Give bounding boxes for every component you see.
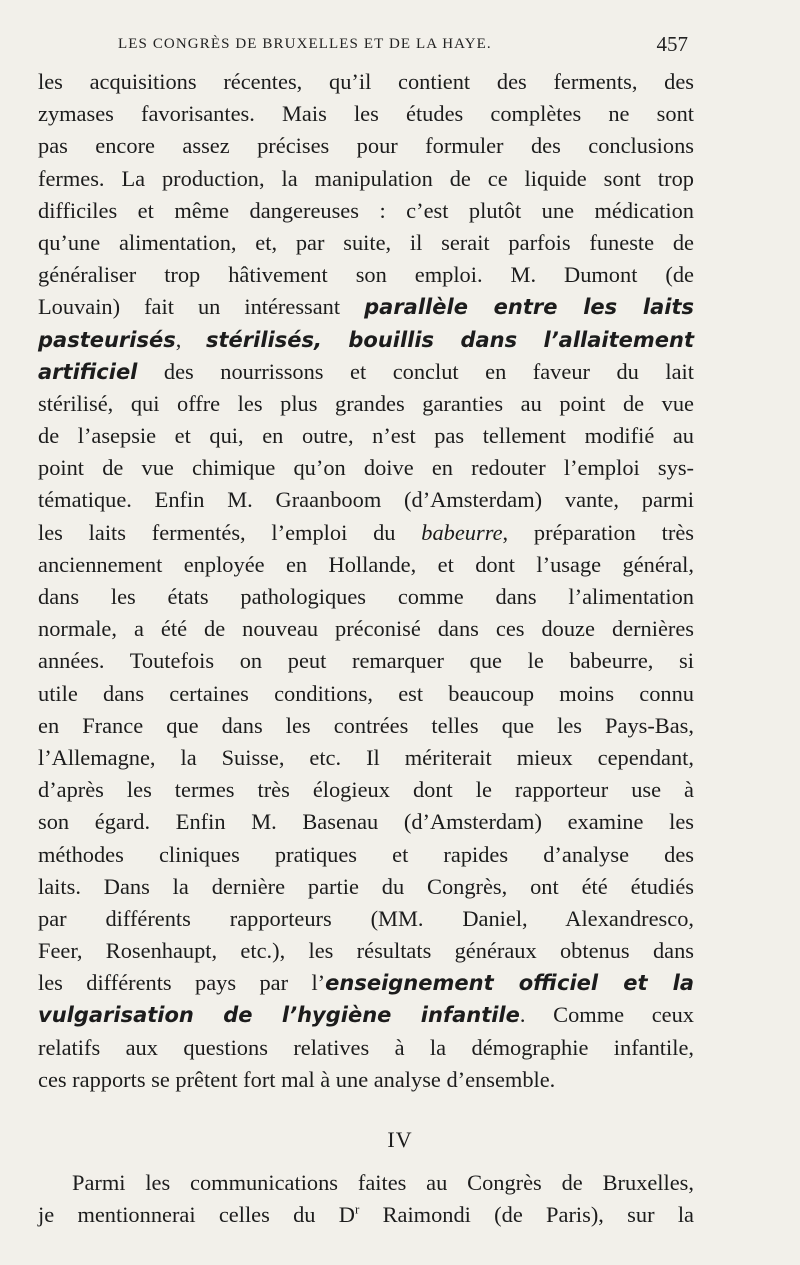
text-line — [38, 356, 694, 388]
running-head — [118, 32, 688, 60]
page-number: 457 — [656, 32, 688, 56]
text-line — [38, 1064, 694, 1096]
paragraph-new — [38, 1167, 694, 1231]
text-run: point de vue chimique qu’on doive en redouter l’emploi sys- — [38, 455, 694, 481]
text-run: son égard. Enfin M. Basenau (d’Amsterdam) examine les — [38, 809, 694, 835]
text-line — [38, 999, 694, 1031]
text-run: anciennement enployée en Hollande, et dont l’usage général, — [38, 551, 694, 577]
text-run: méthodes cliniques pratiques et rapides d’analyse des — [38, 841, 694, 867]
text-run: laits. Dans la dernière partie du Congrès, ont été étudiés — [38, 873, 694, 899]
text-run: r — [354, 1201, 360, 1217]
text-line — [38, 613, 694, 645]
emphasis-text: artificiel — [38, 359, 138, 384]
paragraph-continued — [38, 66, 694, 1096]
text-run: en France que dans les contrées telles que les Pays-Bas, — [38, 712, 694, 738]
text-run: ces rapports se prêtent fort mal à une analyse d’ensemble. — [38, 1066, 556, 1092]
emphasis-text: vulgarisation de l’hygiène infantile — [38, 1003, 520, 1028]
text-line — [38, 452, 694, 484]
text-run: tématique. Enfin M. Graanboom (d’Amsterdam) vante, parmi — [38, 487, 694, 513]
text-line — [38, 195, 694, 227]
text-line — [38, 935, 694, 967]
text-line — [38, 484, 694, 516]
text-line — [38, 420, 694, 452]
text-line — [38, 581, 694, 613]
text-line — [38, 903, 694, 935]
text-run: de l’asepsie et qui, en outre, n’est pas tellement modifié au — [38, 423, 694, 449]
text-run: par différents rapporteurs (MM. Daniel, Alexandresco, — [38, 905, 694, 931]
running-title: LES CONGRÈS DE BRUXELLES ET DE LA HAYE. — [118, 36, 492, 52]
emphasis-text: pasteurisés — [38, 327, 176, 352]
text-run: utile dans certaines conditions, est beaucoup moins connu — [38, 680, 694, 706]
text-line — [38, 259, 694, 291]
text-line — [38, 645, 694, 677]
text-line — [38, 227, 694, 259]
text-run: Raimondi (de Paris), sur la — [359, 1202, 694, 1228]
emphasis-text: stérilisés, bouillis dans l’allaitement — [206, 327, 694, 352]
text-line — [38, 130, 694, 162]
text-run: stérilisé, qui offre les plus grandes garanties au point de vue — [38, 390, 694, 416]
text-line — [38, 324, 694, 356]
text-run: Feer, Rosenhaupt, etc.), les résultats généraux obtenus dans — [38, 938, 694, 964]
text-line — [38, 1199, 694, 1231]
text-run: , — [175, 326, 207, 352]
section-heading: IV — [387, 1127, 413, 1152]
text-run: fermes. La production, la manipulation de ce liquide sont trop — [38, 165, 694, 191]
text-line — [38, 710, 694, 742]
emphasis-text: parallèle entre les laits — [364, 295, 694, 320]
text-line — [38, 1032, 694, 1064]
text-run: je mentionnerai celles du D — [38, 1202, 355, 1228]
text-line — [38, 517, 694, 549]
text-line — [38, 774, 694, 806]
text-run: zymases favorisantes. Mais les études complètes ne sont — [38, 101, 694, 127]
text-run: les laits fermentés, l’emploi du — [38, 519, 422, 545]
text-run: les différents pays par l’ — [38, 970, 326, 996]
text-line — [38, 549, 694, 581]
text-run: les acquisitions récentes, qu’il contient des ferments, des — [38, 69, 694, 94]
text-run: qu’une alimentation, et, par suite, il serait parfois funeste de — [38, 229, 694, 255]
text-run: d’après les termes très élogieux dont le rapporteur use à — [38, 777, 694, 803]
text-line — [38, 66, 694, 98]
text-run: l’Allemagne, la Suisse, etc. Il mériterait mieux cependant, — [38, 744, 694, 770]
text-run: généraliser trop hâtivement son emploi. M. Dumont (de — [38, 262, 694, 288]
text-line — [38, 163, 694, 195]
text-run: normale, a été de nouveau préconisé dans ces douze dernières — [38, 616, 694, 642]
text-run: des nourrissons et conclut en faveur du lait — [137, 358, 694, 384]
text-run: pas encore assez précises pour formuler des conclusions — [38, 133, 694, 159]
text-line — [38, 98, 694, 130]
text-line — [38, 291, 694, 323]
text-run: Parmi les communications faites au Congrès de Bruxelles, — [72, 1170, 694, 1195]
text-run: dans les états pathologiques comme dans l’alimentation — [38, 584, 694, 609]
text-run: relatifs aux questions relatives à la démographie infantile, — [38, 1034, 694, 1060]
text-line — [38, 839, 694, 871]
text-line — [38, 388, 694, 420]
text-run: Louvain) fait un intéressant — [38, 294, 365, 320]
text-run: , préparation très — [502, 519, 694, 545]
text-run: années. Toutefois on peut remarquer que le babeurre, si — [38, 648, 694, 674]
text-line — [38, 1167, 694, 1199]
text-run: difficiles et même dangereuses : c’est plutôt une médication — [38, 197, 694, 223]
italic-text: babeurre — [421, 519, 503, 545]
text-line — [38, 871, 694, 903]
text-run: . Comme ceux — [519, 1002, 695, 1028]
text-line — [38, 678, 694, 710]
emphasis-text: enseignement officiel et la — [325, 971, 694, 996]
text-line — [38, 806, 694, 838]
text-line — [38, 742, 694, 774]
text-line — [38, 967, 694, 999]
